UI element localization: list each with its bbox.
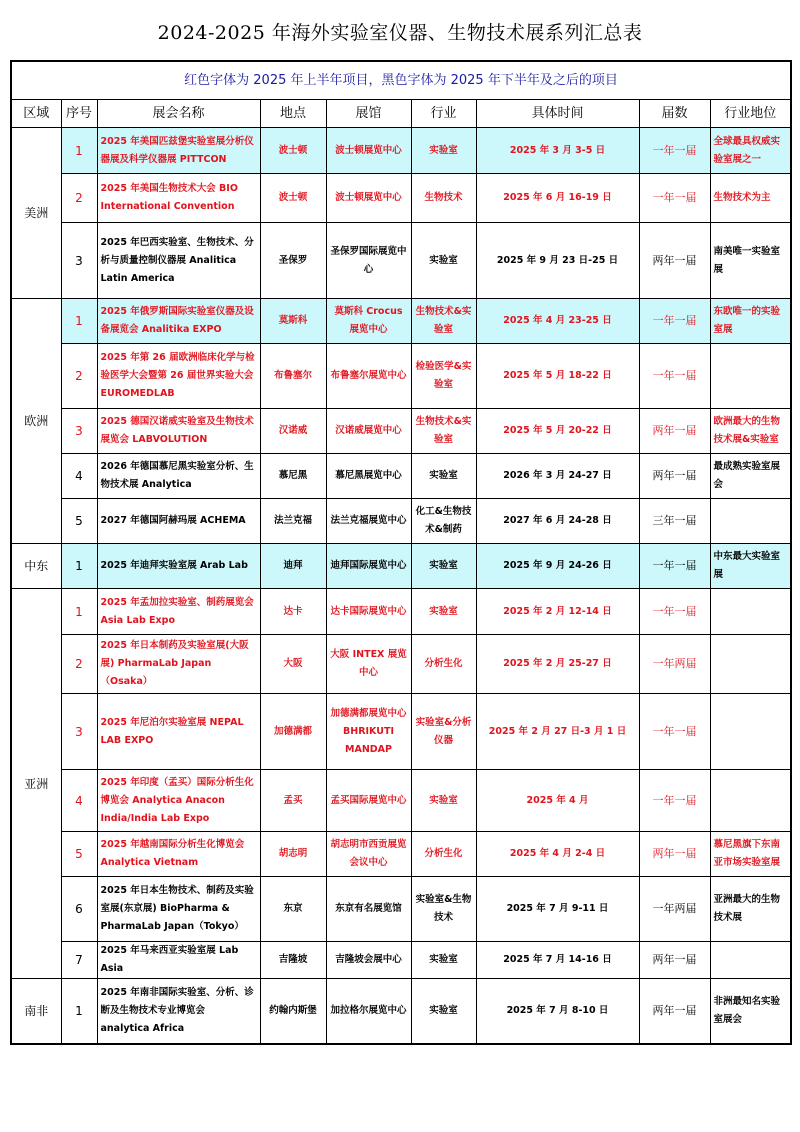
region-cell: 中东 <box>11 544 61 589</box>
event-name: 2025 年巴西实验室、生物技术、分析与质量控制仪器展 Analitica Latin America <box>97 223 260 299</box>
event-venue: 汉诺威展览中心 <box>326 409 411 454</box>
event-venue: 大阪 INTEX 展览中心 <box>326 635 411 694</box>
event-name: 2027 年德国阿赫玛展 ACHEMA <box>97 499 260 544</box>
region-cell: 南非 <box>11 979 61 1044</box>
event-venue: 加拉格尔展览中心 <box>326 979 411 1044</box>
event-frequency: 一年一届 <box>639 299 710 344</box>
event-status: 慕尼黑旗下东南亚市场实验室展 <box>710 832 791 877</box>
header-industry: 行业 <box>411 100 476 128</box>
event-status: 生物技术为主 <box>710 174 791 223</box>
event-name: 2025 年马来西亚实验室展 Lab Asia <box>97 942 260 979</box>
table-row <box>11 832 791 877</box>
event-city: 达卡 <box>260 589 326 635</box>
event-city: 波士顿 <box>260 128 326 174</box>
event-frequency: 一年一届 <box>639 128 710 174</box>
event-status <box>710 499 791 544</box>
header-venue: 展馆 <box>326 100 411 128</box>
event-number: 1 <box>61 544 97 589</box>
event-name: 2025 年迪拜实验室展 Arab Lab <box>97 544 260 589</box>
table-row <box>11 299 791 344</box>
region-cell: 美洲 <box>11 128 61 299</box>
event-status: 最成熟实验室展会 <box>710 454 791 499</box>
table-row <box>11 544 791 589</box>
event-date: 2025 年 5 月 20-22 日 <box>476 409 639 454</box>
event-venue: 圣保罗国际展览中心 <box>326 223 411 299</box>
event-venue: 加德满都展览中心 BHRIKUTI MANDAP <box>326 694 411 770</box>
header-frequency: 届数 <box>639 100 710 128</box>
event-venue: 莫斯科 Crocus 展览中心 <box>326 299 411 344</box>
header-number: 序号 <box>61 100 97 128</box>
event-number: 7 <box>61 942 97 979</box>
event-number: 5 <box>61 499 97 544</box>
event-venue: 吉隆坡会展中心 <box>326 942 411 979</box>
event-industry: 生物技术&实验室 <box>411 299 476 344</box>
event-city: 大阪 <box>260 635 326 694</box>
table-row <box>11 635 791 694</box>
event-industry: 实验室&生物技术 <box>411 877 476 942</box>
header-region: 区域 <box>11 100 61 128</box>
event-status: 欧洲最大的生物技术展&实验室 <box>710 409 791 454</box>
table-row <box>11 409 791 454</box>
event-venue: 达卡国际展览中心 <box>326 589 411 635</box>
event-date: 2025 年 5 月 18-22 日 <box>476 344 639 409</box>
event-city: 约翰内斯堡 <box>260 979 326 1044</box>
event-frequency: 一年一届 <box>639 174 710 223</box>
event-date: 2025 年 3 月 3-5 日 <box>476 128 639 174</box>
event-name: 2025 年尼泊尔实验室展 NEPAL LAB EXPO <box>97 694 260 770</box>
event-number: 2 <box>61 344 97 409</box>
event-status: 东欧唯一的实验室展 <box>710 299 791 344</box>
header-date: 具体时间 <box>476 100 639 128</box>
event-city: 迪拜 <box>260 544 326 589</box>
event-date: 2026 年 3 月 24-27 日 <box>476 454 639 499</box>
event-frequency: 两年一届 <box>639 454 710 499</box>
event-city: 东京 <box>260 877 326 942</box>
event-city: 布鲁塞尔 <box>260 344 326 409</box>
event-frequency: 一年一届 <box>639 694 710 770</box>
event-date: 2025 年 9 月 23 日-25 日 <box>476 223 639 299</box>
event-status: 南美唯一实验室展 <box>710 223 791 299</box>
event-frequency: 一年两届 <box>639 877 710 942</box>
event-number: 6 <box>61 877 97 942</box>
event-city: 圣保罗 <box>260 223 326 299</box>
event-name: 2025 德国汉诺威实验室及生物技术展览会 LABVOLUTION <box>97 409 260 454</box>
event-city: 慕尼黑 <box>260 454 326 499</box>
event-date: 2025 年 2 月 27 日-3 月 1 日 <box>476 694 639 770</box>
table-row <box>11 942 791 979</box>
header-row <box>11 100 791 128</box>
event-date: 2025 年 2 月 25-27 日 <box>476 635 639 694</box>
event-number: 1 <box>61 128 97 174</box>
event-name: 2025 年南非国际实验室、分析、诊断及生物技术专业博览会 analytica Africa <box>97 979 260 1044</box>
event-frequency: 一年一届 <box>639 589 710 635</box>
event-number: 4 <box>61 770 97 832</box>
event-industry: 实验室&分析仪器 <box>411 694 476 770</box>
exhibition-table <box>10 60 792 1045</box>
event-industry: 实验室 <box>411 223 476 299</box>
event-industry: 化工&生物技术&制药 <box>411 499 476 544</box>
event-city: 孟买 <box>260 770 326 832</box>
header-city: 地点 <box>260 100 326 128</box>
event-industry: 生物技术 <box>411 174 476 223</box>
event-industry: 分析生化 <box>411 635 476 694</box>
event-name: 2025 年美国生物技术大会 BIO International Convention <box>97 174 260 223</box>
event-frequency: 两年一届 <box>639 942 710 979</box>
event-number: 2 <box>61 174 97 223</box>
event-industry: 实验室 <box>411 979 476 1044</box>
page-title: 2024-2025 年海外实验室仪器、生物技术展系列汇总表 <box>157 22 643 44</box>
region-cell: 欧洲 <box>11 299 61 544</box>
event-industry: 生物技术&实验室 <box>411 409 476 454</box>
event-date: 2025 年 4 月 23-25 日 <box>476 299 639 344</box>
event-number: 1 <box>61 589 97 635</box>
event-date: 2027 年 6 月 24-28 日 <box>476 499 639 544</box>
event-venue: 胡志明市西贡展览会议中心 <box>326 832 411 877</box>
event-frequency: 三年一届 <box>639 499 710 544</box>
event-venue: 孟买国际展览中心 <box>326 770 411 832</box>
event-status: 亚洲最大的生物技术展 <box>710 877 791 942</box>
event-venue: 布鲁塞尔展览中心 <box>326 344 411 409</box>
event-date: 2025 年 2 月 12-14 日 <box>476 589 639 635</box>
event-name: 2025 年越南国际分析生化博览会 Analytica Vietnam <box>97 832 260 877</box>
header-name: 展会名称 <box>97 100 260 128</box>
event-industry: 实验室 <box>411 589 476 635</box>
event-city: 汉诺威 <box>260 409 326 454</box>
event-status: 全球最具权威实验室展之一 <box>710 128 791 174</box>
event-industry: 分析生化 <box>411 832 476 877</box>
table-row <box>11 223 791 299</box>
event-date: 2025 年 4 月 <box>476 770 639 832</box>
event-name: 2025 年第 26 届欧洲临床化学与检验医学大会暨第 26 届世界实验大会 EUROMEDLAB <box>97 344 260 409</box>
table-row <box>11 877 791 942</box>
event-number: 1 <box>61 979 97 1044</box>
event-frequency: 一年一届 <box>639 770 710 832</box>
event-status <box>710 635 791 694</box>
event-number: 1 <box>61 299 97 344</box>
event-frequency: 两年一届 <box>639 409 710 454</box>
table-row <box>11 499 791 544</box>
event-name: 2025 年印度（孟买）国际分析生化博览会 Analytica Anacon India/India Lab Expo <box>97 770 260 832</box>
event-date: 2025 年 4 月 2-4 日 <box>476 832 639 877</box>
event-number: 5 <box>61 832 97 877</box>
event-date: 2025 年 7 月 9-11 日 <box>476 877 639 942</box>
table-row <box>11 694 791 770</box>
event-number: 3 <box>61 223 97 299</box>
table-row <box>11 128 791 174</box>
table-row <box>11 589 791 635</box>
event-city: 莫斯科 <box>260 299 326 344</box>
color-notice: 红色字体为 2025 年上半年项目，黑色字体为 2025 年下半年及之后的项目 <box>11 61 791 100</box>
table-row <box>11 770 791 832</box>
event-date: 2025 年 7 月 14-16 日 <box>476 942 639 979</box>
event-city: 吉隆坡 <box>260 942 326 979</box>
event-date: 2025 年 9 月 24-26 日 <box>476 544 639 589</box>
event-venue: 波士顿展览中心 <box>326 174 411 223</box>
event-frequency: 一年一届 <box>639 344 710 409</box>
event-status <box>710 770 791 832</box>
event-status <box>710 694 791 770</box>
event-frequency: 两年一届 <box>639 223 710 299</box>
event-name: 2025 年俄罗斯国际实验室仪器及设备展览会 Analitika EXPO <box>97 299 260 344</box>
event-name: 2026 年德国慕尼黑实验室分析、生物技术展 Analytica <box>97 454 260 499</box>
event-venue: 波士顿展览中心 <box>326 128 411 174</box>
table-row <box>11 979 791 1044</box>
event-city: 加德满都 <box>260 694 326 770</box>
event-date: 2025 年 6 月 16-19 日 <box>476 174 639 223</box>
event-status <box>710 942 791 979</box>
event-status <box>710 589 791 635</box>
header-status: 行业地位 <box>710 100 791 128</box>
event-industry: 实验室 <box>411 942 476 979</box>
event-name: 2025 年美国匹兹堡实验室展分析仪器展及科学仪器展 PITTCON <box>97 128 260 174</box>
table-row <box>11 174 791 223</box>
event-industry: 实验室 <box>411 128 476 174</box>
event-venue: 慕尼黑展览中心 <box>326 454 411 499</box>
event-venue: 迪拜国际展览中心 <box>326 544 411 589</box>
event-status: 中东最大实验室展 <box>710 544 791 589</box>
event-city: 法兰克福 <box>260 499 326 544</box>
event-industry: 实验室 <box>411 454 476 499</box>
table-row <box>11 344 791 409</box>
event-industry: 检验医学&实验室 <box>411 344 476 409</box>
event-industry: 实验室 <box>411 770 476 832</box>
event-name: 2025 年日本生物技术、制药及实验室展(东京展) BioPharma & PharmaLab Japan（Tokyo） <box>97 877 260 942</box>
event-venue: 东京有名展览馆 <box>326 877 411 942</box>
event-name: 2025 年孟加拉实验室、制药展览会 Asia Lab Expo <box>97 589 260 635</box>
event-frequency: 两年一届 <box>639 832 710 877</box>
table-row <box>11 454 791 499</box>
event-date: 2025 年 7 月 8-10 日 <box>476 979 639 1044</box>
event-city: 胡志明 <box>260 832 326 877</box>
event-status: 非洲最知名实验室展会 <box>710 979 791 1044</box>
event-frequency: 一年两届 <box>639 635 710 694</box>
event-frequency: 一年一届 <box>639 544 710 589</box>
event-number: 3 <box>61 409 97 454</box>
event-number: 3 <box>61 694 97 770</box>
event-industry: 实验室 <box>411 544 476 589</box>
event-status <box>710 344 791 409</box>
region-cell: 亚洲 <box>11 589 61 979</box>
event-number: 4 <box>61 454 97 499</box>
event-venue: 法兰克福展览中心 <box>326 499 411 544</box>
event-city: 波士顿 <box>260 174 326 223</box>
event-name: 2025 年日本制药及实验室展(大阪展) PharmaLab Japan（Osaka） <box>97 635 260 694</box>
event-frequency: 两年一届 <box>639 979 710 1044</box>
event-number: 2 <box>61 635 97 694</box>
notice-row <box>11 61 791 100</box>
